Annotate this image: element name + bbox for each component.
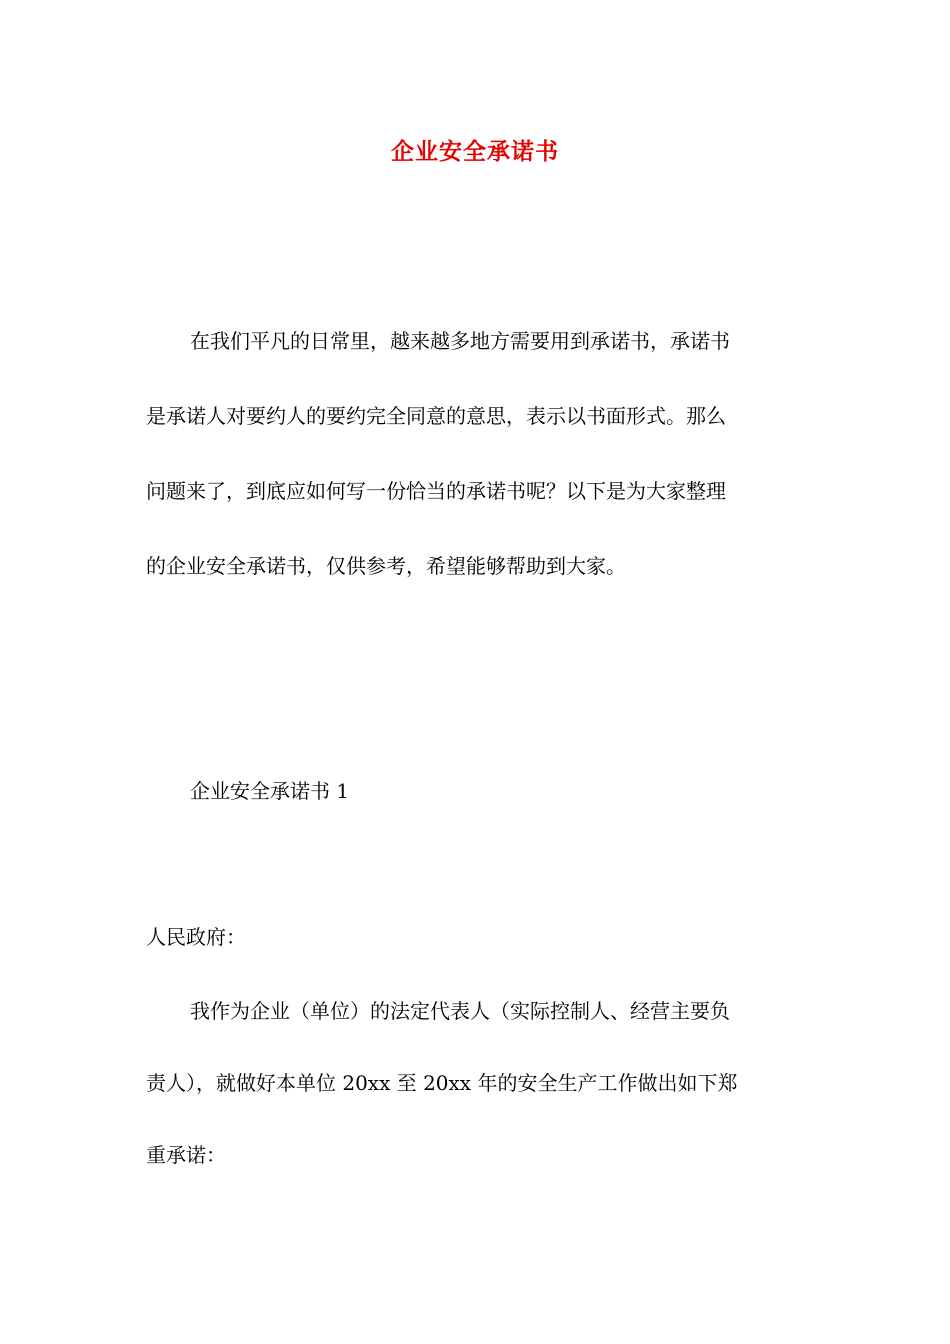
section-heading: 企业安全承诺书 1	[190, 779, 350, 803]
pledge-line-3: 重承诺：	[146, 1143, 226, 1167]
salutation: 人民政府：	[146, 925, 246, 949]
intro-line-3: 问题来了，到底应如何写一份恰当的承诺书呢？以下是为大家整理	[146, 479, 726, 503]
intro-line-2: 是承诺人对要约人的要约完全同意的意思，表示以书面形式。那么	[146, 404, 726, 428]
document-title: 企业安全承诺书	[391, 138, 559, 165]
pledge-line-2: 责人），就做好本单位 20xx 至 20xx 年的安全生产工作做出如下郑	[146, 1071, 738, 1095]
intro-line-1: 在我们平凡的日常里，越来越多地方需要用到承诺书，承诺书	[190, 329, 730, 353]
pledge-line-1: 我作为企业（单位）的法定代表人（实际控制人、经营主要负	[190, 999, 730, 1023]
intro-line-4: 的企业安全承诺书，仅供参考，希望能够帮助到大家。	[146, 554, 626, 578]
